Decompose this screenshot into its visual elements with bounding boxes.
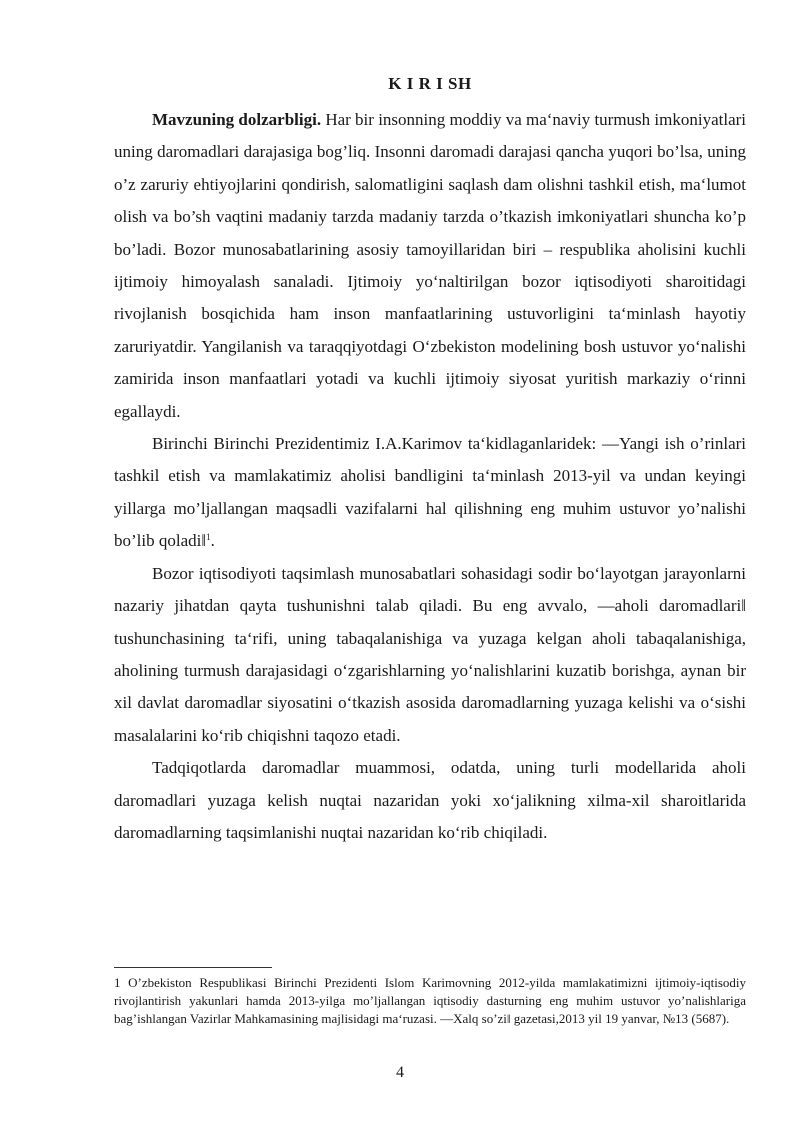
paragraph-text: Birinchi Birinchi Prezidentimiz I.A.Karimov ta‘kidlaganlaridek: ―Yangi ish o’rinlari tashkil etish va mamlakatimiz aholisi bandligini ta‘minlash 2013-yil va undan keyingi yillarga mo’ljallangan maqsadli vazifalarni hal qilishning eng muhim ustuvor yo’nalishi bo’lib qoladi‖ — [114, 434, 746, 551]
paragraph-quote — [114, 428, 746, 558]
page-number: 4 — [396, 1064, 404, 1081]
footnote-reference[interactable]: 1 — [206, 532, 211, 543]
body-text — [114, 104, 746, 849]
paragraph-relevance — [114, 104, 746, 428]
footnote-text: O’zbekiston Respublikasi Birinchi Prezidenti Islom Karimovning 2012-yilda mamlakatimizni ijtimoiy-iqtisodiy rivojlantirish yakunlari hamda 2013-yilga mo’ljallangan iqtisodiy dasturning eng muhim ustuvor yo’nalishlariga bag’ishlangan Vazirlar Mahkamasining majlisidagi ma‘ruzasi. ―Xalq so’zi‖ gazetasi,2013 yil 19 yanvar, №13 (5687). — [114, 975, 746, 1027]
paragraph-text: Tadqiqotlarda daromadlar muammosi, odatda, uning turli modellarida aholi daromadlari yuzaga kelish nuqtai nazaridan yoki xo‘jalikning xilma-xil sharoitlarida daromadlarning taqsimlanishi nuqtai nazaridan ko‘rib chiqiladi. — [114, 758, 746, 842]
footnote-number: 1 — [114, 975, 121, 990]
paragraph-text: Har bir insonning moddiy va ma‘naviy turmush imkoniyatlari uning daromadlari darajasiga bog’liq. Insonni daromadi darajasi qancha yuqori bo’lsa, uning o’z zaruriy ehtiyojlarini qondirish, salomatligini saqlash dam olishni tashkil etish, ma‘lumot olish va bo’sh vaqtini madaniy tarzda madaniy tarzda o’tkazish imkoniyatlari shuncha ko’p bo’ladi. Bozor munosabatlarining asosiy tamoyillaridan biri – respublika aholisini kuchli ijtimoiy himoyalash sanaladi. Ijtimoiy yo‘naltirilgan bozor iqtisodiyoti sharoitidagi rivojlanish bosqichida ham inson manfaatlarining ustuvorligini ta‘minlash hayotiy zaruriyatdir. Yangilanish va taraqqiyotdagi O‘zbekiston modelining bosh ustuvor yo‘nalishi zamirida inson manfaatlari yotadi va kuchli ijtimoiy siyosat yuritish markaziy o‘rinni egallaydi. — [114, 110, 747, 421]
footnote-divider — [114, 967, 272, 968]
paragraph-text: Bozor iqtisodiyoti taqsimlash munosabatlari sohasidagi sodir bo‘layotgan jarayonlarni nazariy jihatdan qayta tushunishni talab qiladi. Bu eng avvalo, ―aholi daromadlari‖ tushunchasining ta‘rifi, uning tabaqalanishiga va yuzaga kelgan aholi tabaqalanishiga, aholining turmush darajasidagi o‘zgarishlarning yo‘nalishlarini kuzatib borishga, aynan bir xil davlat daromadlar siyosatini o‘tkazish asosida daromadlarning yuzaga kelishi va o‘sishi masalalarini ko‘rib chiqishni taqozo etadi. — [114, 563, 746, 745]
paragraph-research — [114, 752, 746, 849]
footnote — [114, 974, 746, 1029]
section-heading: K I R I SH — [388, 74, 472, 93]
paragraph-tail: . — [210, 531, 215, 551]
paragraph-lead: Mavzuning dolzarbligi. — [152, 110, 322, 129]
paragraph-market — [114, 558, 746, 752]
